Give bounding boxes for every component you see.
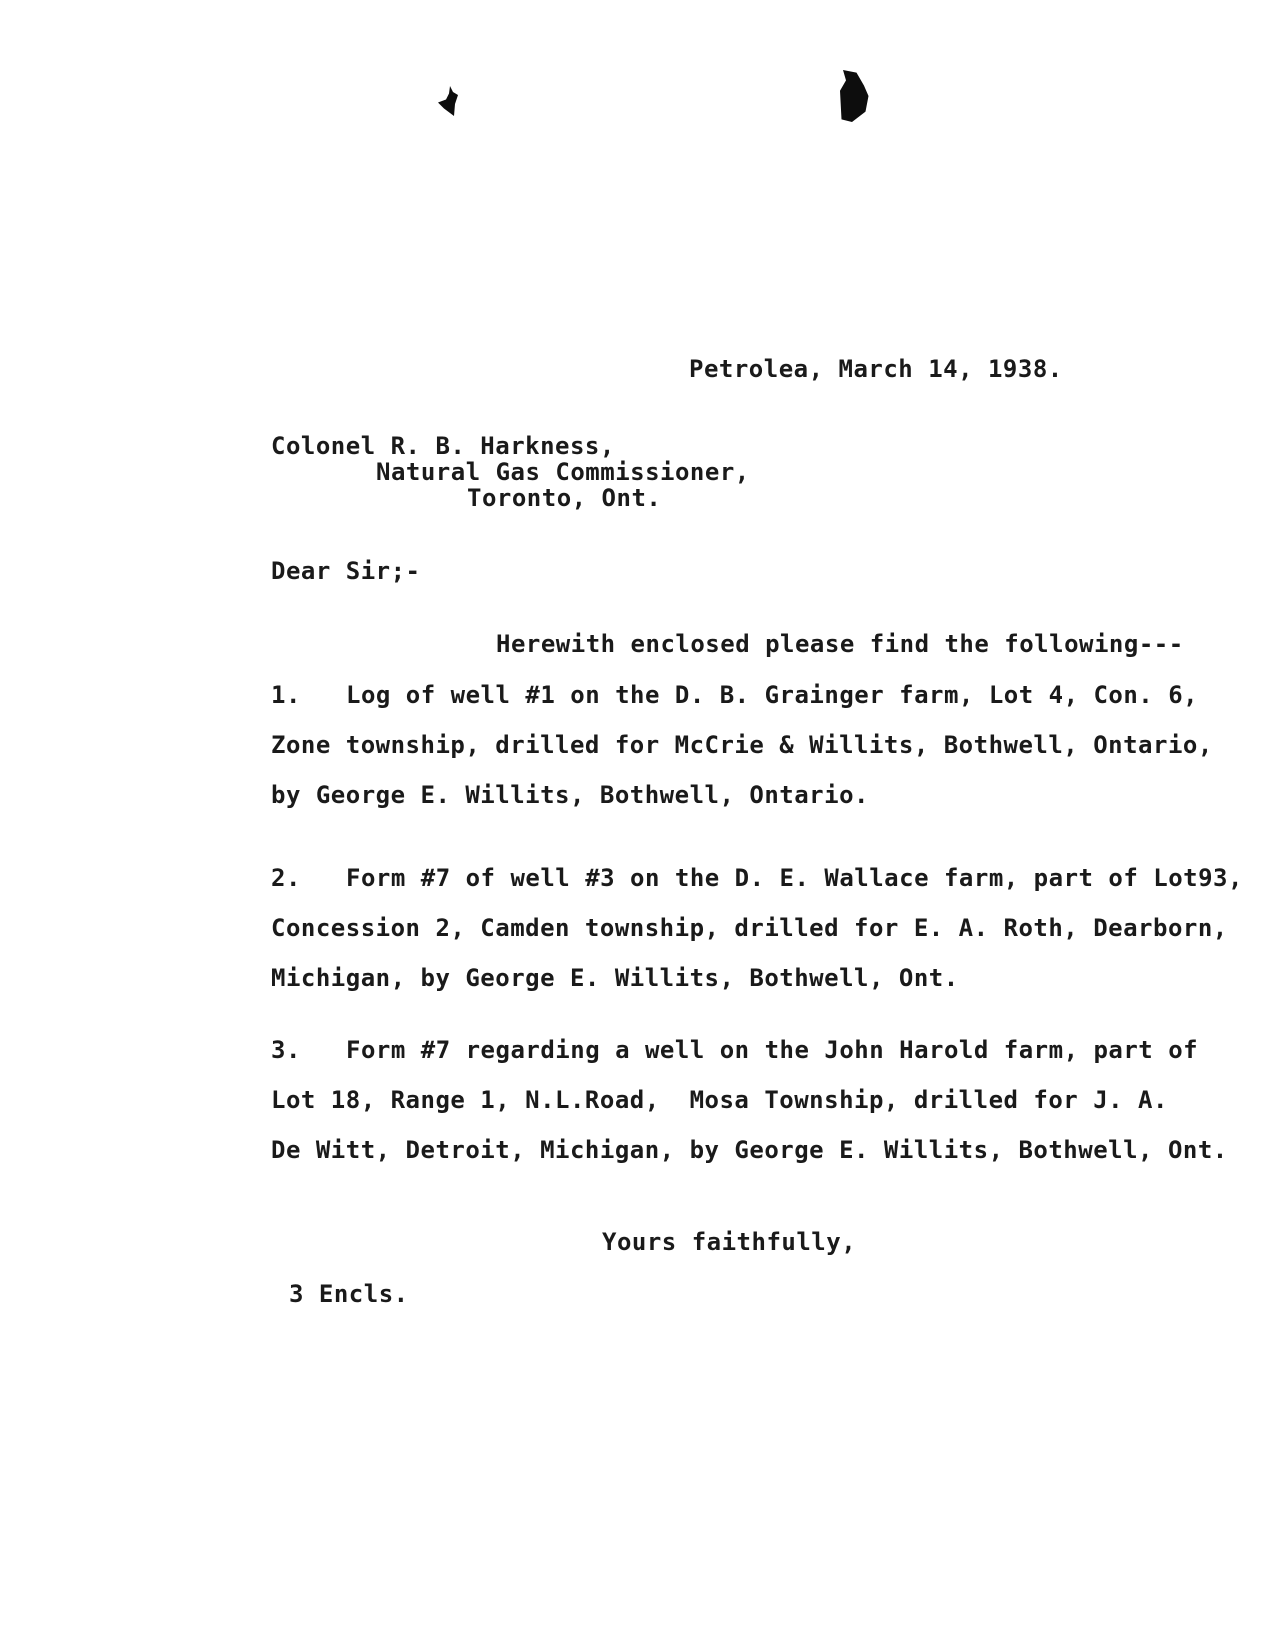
item-line: Michigan, by George E. Willits, Bothwell, Ont. bbox=[271, 964, 959, 992]
enclosures-note: 3 Encls. bbox=[289, 1280, 409, 1308]
date-line: Petrolea, March 14, 1938. bbox=[689, 355, 1063, 383]
item-number: 1. bbox=[271, 681, 301, 709]
item-line: Concession 2, Camden township, drilled for E. A. Roth, Dearborn, bbox=[271, 914, 1228, 942]
item-line bbox=[271, 853, 1243, 903]
enclosure-item-1 bbox=[271, 670, 1236, 820]
ink-blot-left bbox=[438, 86, 458, 116]
enclosure-item-2 bbox=[271, 853, 1243, 1003]
item-line: De Witt, Detroit, Michigan, by George E. Willits, Bothwell, Ont. bbox=[271, 1136, 1228, 1164]
item-number: 3. bbox=[271, 1036, 301, 1064]
item-line bbox=[271, 1025, 1236, 1075]
item-line: Lot 18, Range 1, N.L.Road, Mosa Township, drilled for J. A. bbox=[271, 1086, 1168, 1114]
item-text: Log of well #1 on the D. B. Grainger farm, Lot 4, Con. 6, bbox=[346, 681, 1199, 709]
item-line: Zone township, drilled for McCrie & Willits, Bothwell, Ontario, bbox=[271, 731, 1213, 759]
recipient-title: Natural Gas Commissioner, bbox=[376, 458, 750, 486]
closing: Yours faithfully, bbox=[602, 1228, 857, 1256]
ink-blot-right bbox=[840, 70, 870, 122]
item-text: Form #7 of well #3 on the D. E. Wallace farm, part of Lot93, bbox=[346, 864, 1243, 892]
item-line bbox=[271, 670, 1236, 720]
salutation: Dear Sir;- bbox=[271, 557, 421, 585]
item-number: 2. bbox=[271, 864, 301, 892]
enclosure-item-3 bbox=[271, 1025, 1236, 1175]
recipient-name: Colonel R. B. Harkness, bbox=[271, 432, 615, 460]
intro-line: Herewith enclosed please find the following--- bbox=[496, 630, 1184, 658]
recipient-location: Toronto, Ont. bbox=[467, 484, 662, 512]
item-text: Form #7 regarding a well on the John Harold farm, part of bbox=[346, 1036, 1199, 1064]
item-line: by George E. Willits, Bothwell, Ontario. bbox=[271, 781, 869, 809]
